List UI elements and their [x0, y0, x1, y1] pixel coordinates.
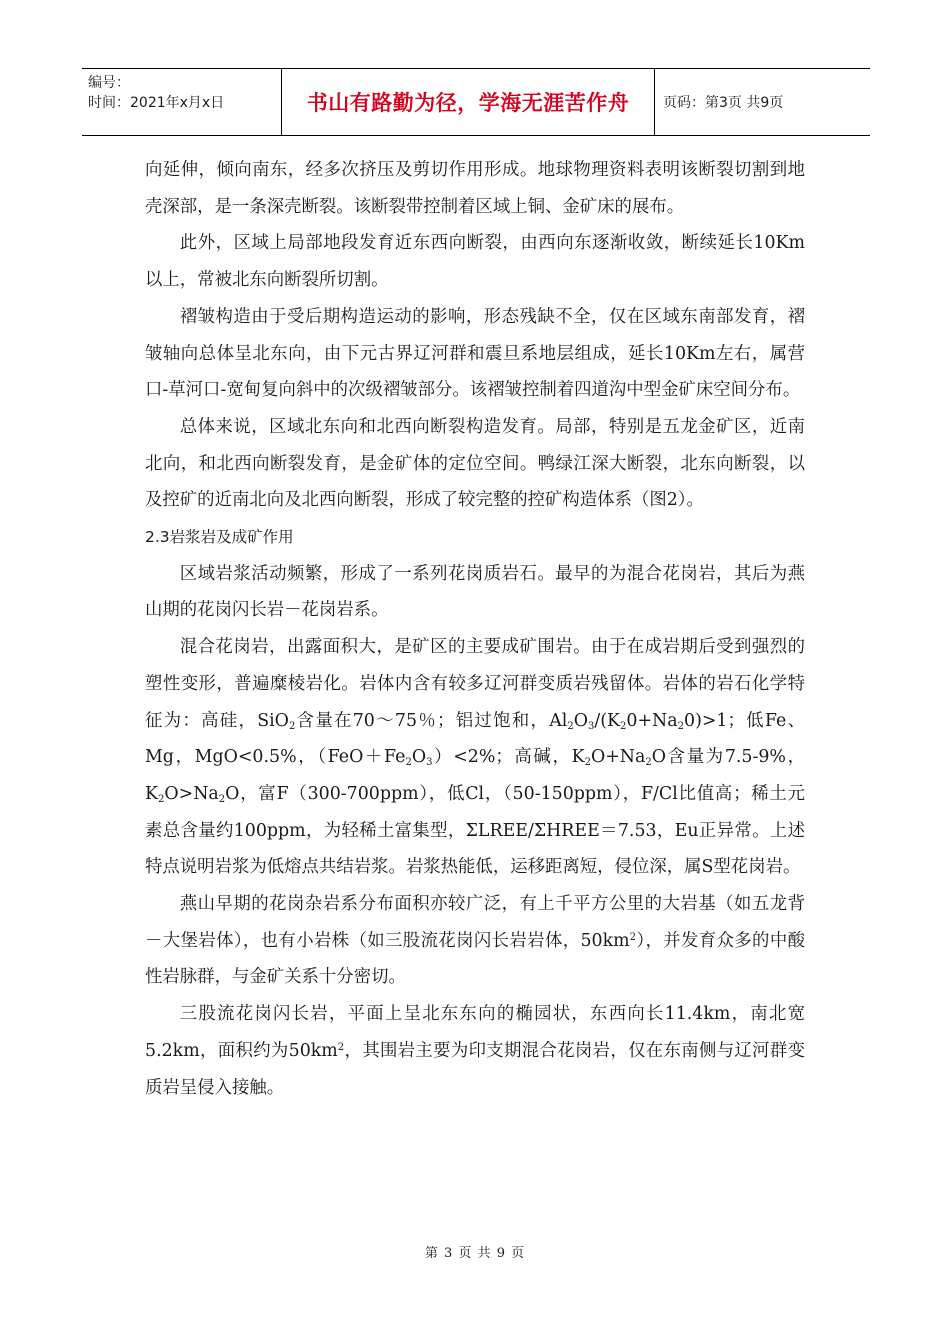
body-paragraph: 三股流花岗闪长岩，平面上呈北东东向的椭园状，东西向长11.4km，南北宽5.2km，面积约为$50km^2$，其围岩主要为印支期混合花岗岩，仅在东南侧与辽河群变质岩呈侵入接触。	[145, 1004, 805, 1098]
body-paragraph: 区域岩浆活动频繁，形成了一系列花岗质岩石。最早的为混合花岗岩，其后为燕山期的花岗闪长岩－花岗岩系。	[145, 563, 805, 621]
body-paragraph: 向延伸，倾向南东，经多次挤压及剪切作用形成。地球物理资料表明该断裂切割到地壳深部，是一条深壳断裂。该断裂带控制着区域上铜、金矿床的展布。	[145, 160, 805, 217]
document-date-label: 时间：2021年x月x日	[88, 95, 225, 111]
header-page-label: 页码：第3页 共9页	[663, 95, 784, 111]
header-meta	[82, 69, 282, 135]
page-footer: 第 3 页 共 9 页	[424, 1246, 526, 1261]
document-body	[145, 152, 805, 1106]
document-number-label: 编号：	[88, 75, 130, 91]
body-paragraph: 褶皱构造由于受后期构造运动的影响，形态残缺不全，仅在区域东南部发育，褶皱轴向总体呈北东向，由下元古界辽河群和震旦系地层组成，延长10Km左右，属营口-草河口-宽甸复向斜中的次级褶皱部分。该褶皱控制着四道沟中型金矿床空间分布。	[145, 306, 805, 401]
page-header	[82, 68, 870, 136]
body-paragraph: 燕山早期的花岗杂岩系分布面积亦较广泛，有上千平方公里的大岩基（如五龙背－大堡岩体），也有小岩株（如三股流花岗闪长岩岩体，$50km^2$），并发育众多的中酸性岩脉群，与金矿关系十分密切。	[145, 894, 805, 988]
header-motto: 书山有路勤为径，学海无涯苦作舟	[282, 69, 655, 135]
body-paragraph: 此外，区域上局部地段发育近东西向断裂，由西向东逐渐收敛，断续延长10Km以上，常被北东向断裂所切割。	[145, 233, 805, 291]
section-heading: 2.3岩浆岩及成矿作用	[145, 528, 294, 547]
body-paragraph-chemistry: 混合花岗岩，出露面积大，是矿区的主要成矿围岩。由于在成岩期后受到强烈的塑性变形，普遍糜棱岩化。岩体内含有较多辽河群变质岩残留体。岩体的岩石化学特征为：高硅，SiO$_2$含量在70～75％；铝过饱和，$Al_2O_3/(K_20+Na_20)>1$；低Fe、Mg，MgO<0.5%，$(FeO+Fe_2O_3)<2\%$；高碱，$K_2O+Na_2O$含量为7.5-9%，$K_2O>Na_2O$，富F（300-700ppm），低Cl，（50-150ppm），F/Cl比值高；稀土元素总含量约100ppm，为轻稀土富集型，ΣLREE/ΣHREE＝7.53，Eu正异常。上述特点说明岩浆为低熔点共结岩浆。岩浆热能低，运移距离短，侵位深，属S型花岗岩。	[145, 637, 806, 878]
body-paragraph: 总体来说，区域北东向和北西向断裂构造发育。局部，特别是五龙金矿区，近南北向，和北西向断裂发育，是金矿体的定位空间。鸭绿江深大断裂，北东向断裂，以及控矿的近南北向及北西向断裂，形成了较完整的控矿构造体系（图2）。	[145, 416, 805, 511]
